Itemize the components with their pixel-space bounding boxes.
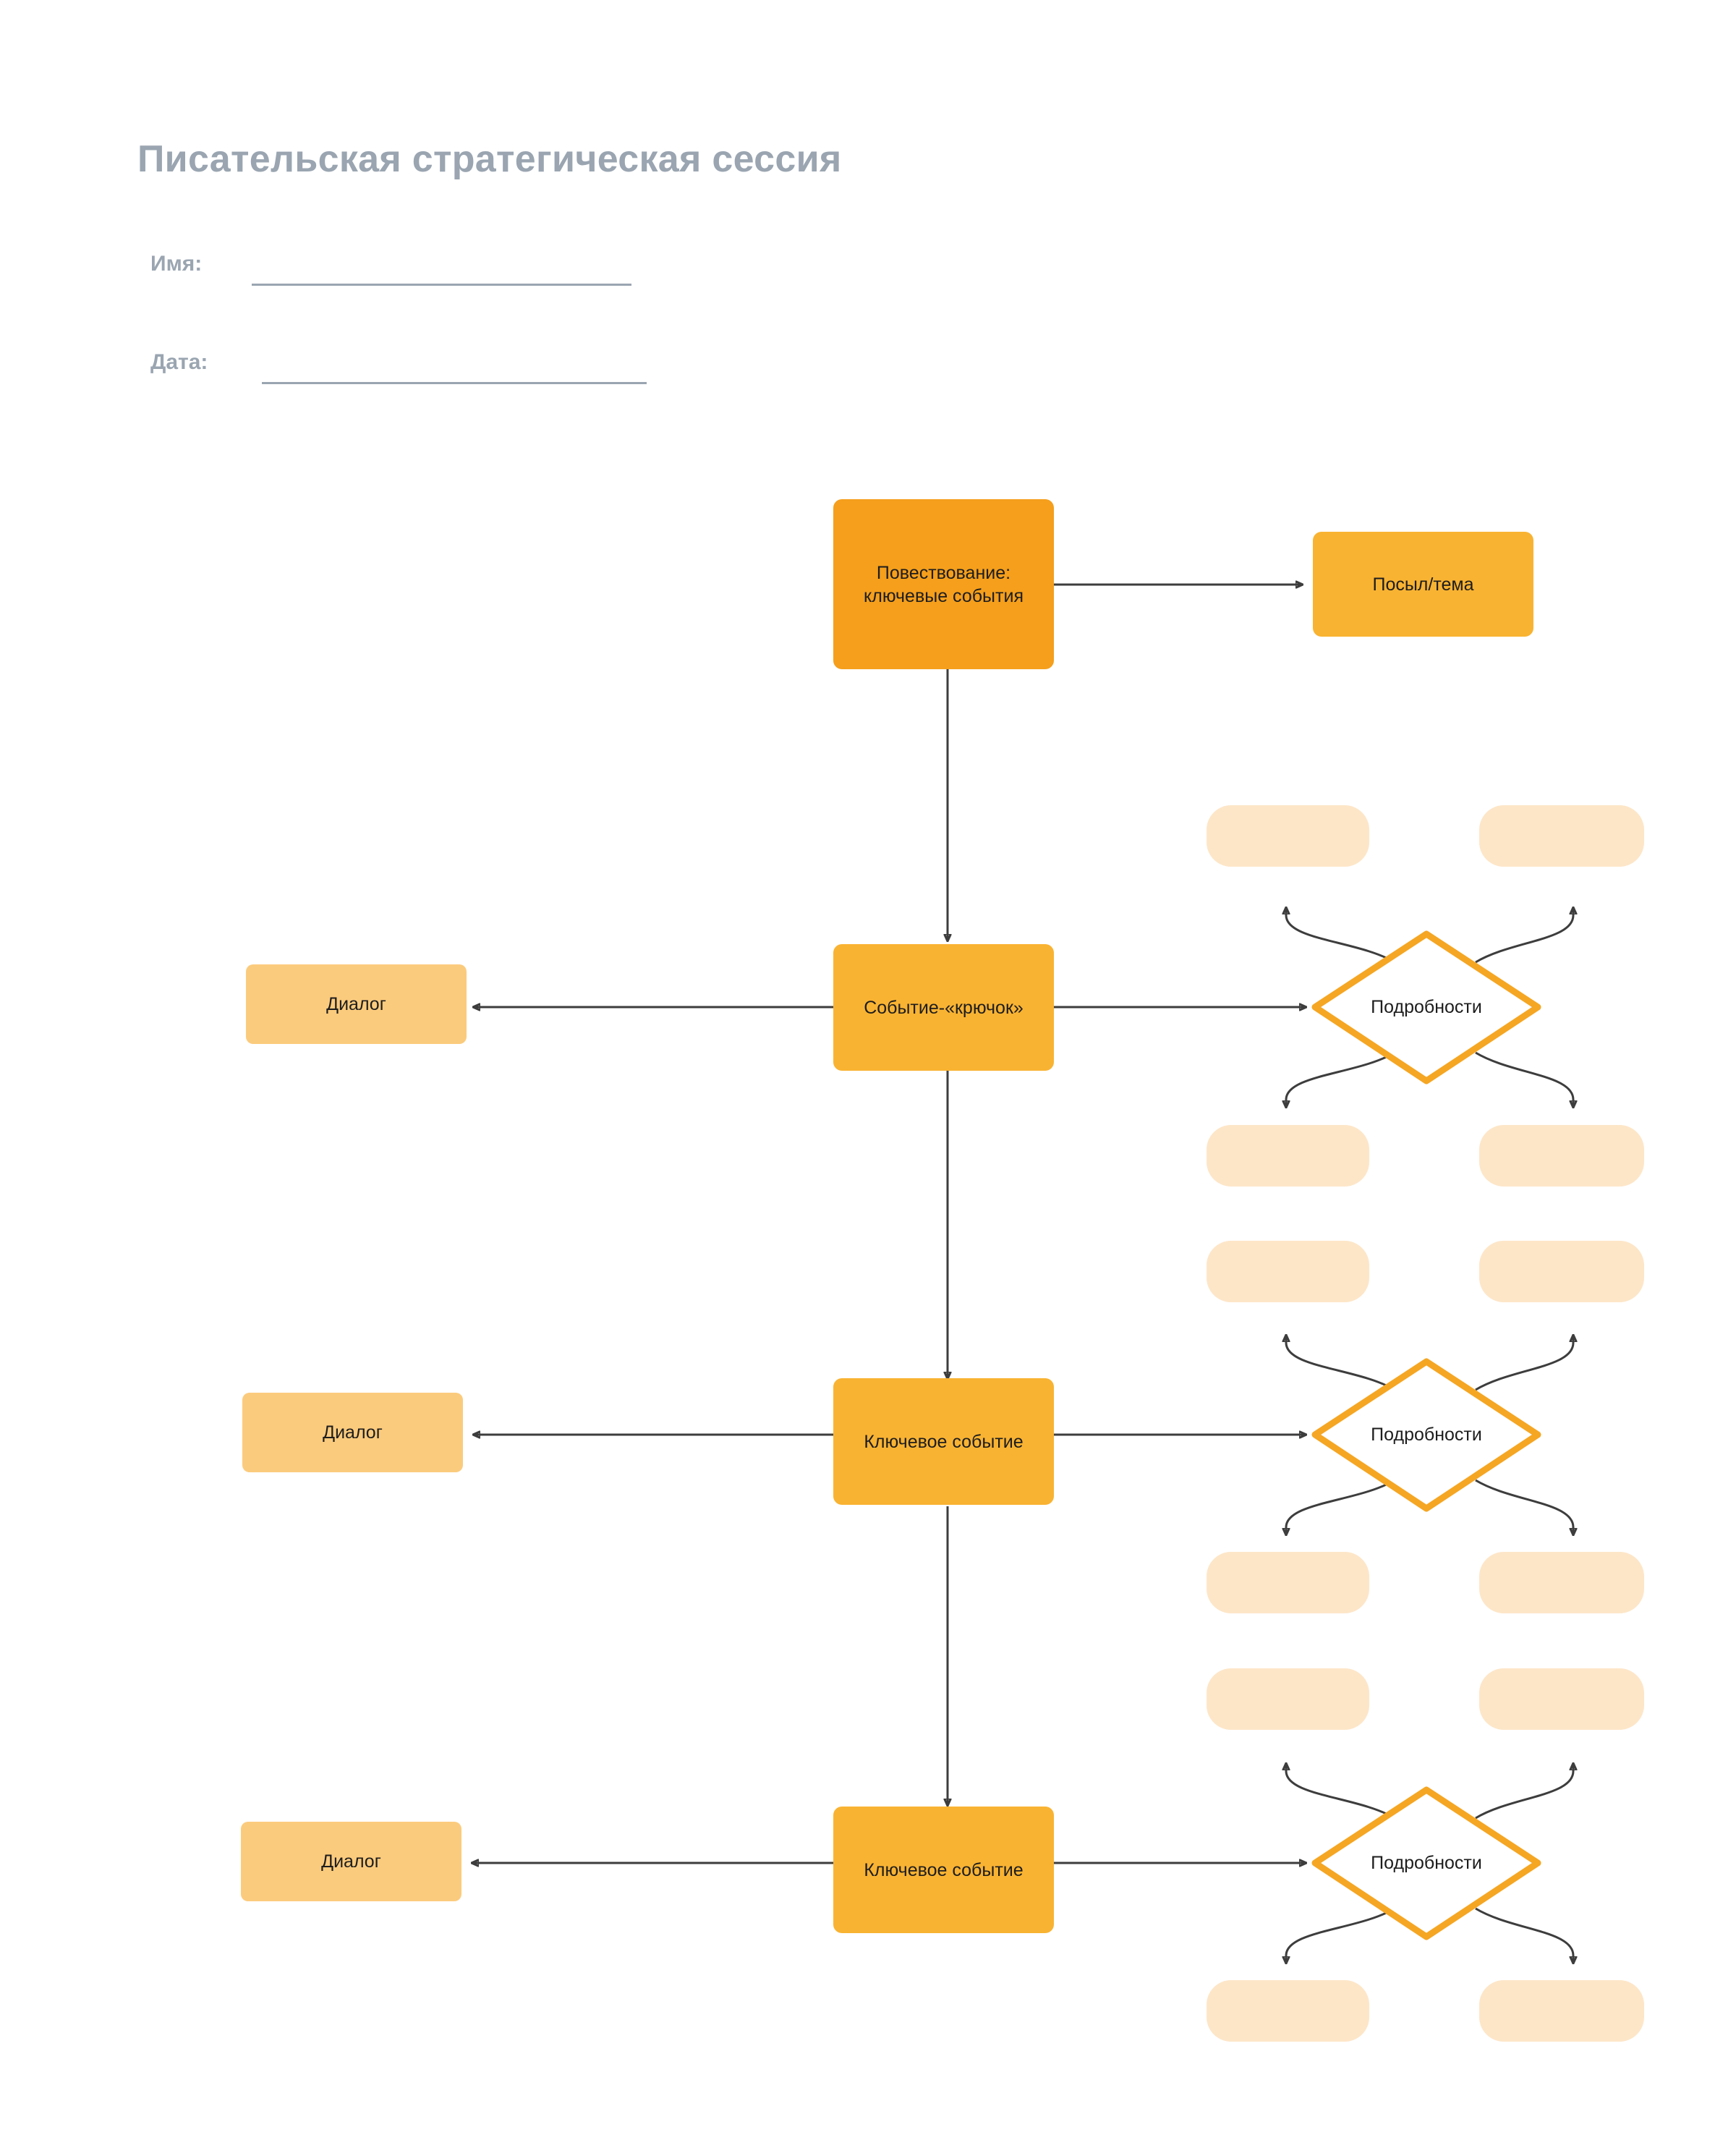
detail-blank[interactable] [1207, 1241, 1369, 1302]
detail-blank[interactable] [1479, 1552, 1644, 1613]
detail-blank[interactable] [1207, 1980, 1369, 2042]
page-title: Писательская стратегическая сессия [137, 138, 842, 180]
node-dialog-2[interactable]: Диалог [242, 1393, 463, 1472]
node-details-1[interactable] [1311, 930, 1542, 1085]
detail-blank[interactable] [1479, 1668, 1644, 1730]
detail-blank[interactable] [1207, 1552, 1369, 1613]
detail-blank[interactable] [1479, 1125, 1644, 1187]
node-details-3[interactable] [1311, 1786, 1542, 1941]
node-dialog-1[interactable]: Диалог [246, 964, 467, 1044]
name-label: Имя: [150, 252, 203, 276]
detail-blank[interactable] [1207, 1125, 1369, 1187]
detail-blank[interactable] [1207, 805, 1369, 867]
node-dialog-3[interactable]: Диалог [241, 1822, 461, 1901]
detail-blank[interactable] [1479, 805, 1644, 867]
node-hook-event[interactable]: Событие-«крючок» [833, 944, 1054, 1071]
date-input-line[interactable] [262, 382, 647, 384]
node-premise[interactable]: Посыл/тема [1313, 532, 1533, 637]
node-key-event-2[interactable]: Ключевое событие [833, 1807, 1054, 1933]
detail-blank[interactable] [1479, 1241, 1644, 1302]
node-key-event-1[interactable]: Ключевое событие [833, 1378, 1054, 1505]
detail-blank[interactable] [1207, 1668, 1369, 1730]
node-details-3-label: Подробности [1371, 1853, 1482, 1873]
node-details-2[interactable] [1311, 1357, 1542, 1513]
node-narrative[interactable]: Повествование: ключевые события [833, 499, 1054, 669]
node-details-1-label: Подробности [1371, 997, 1482, 1017]
name-input-line[interactable] [252, 284, 631, 286]
node-details-2-label: Подробности [1371, 1425, 1482, 1445]
date-label: Дата: [150, 350, 208, 374]
detail-blank[interactable] [1479, 1980, 1644, 2042]
